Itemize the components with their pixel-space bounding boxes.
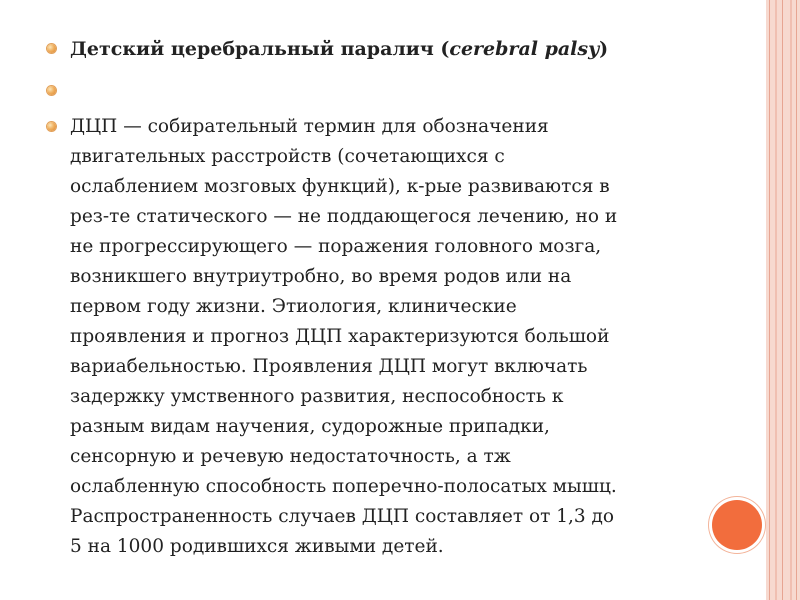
title-prefix: Детский церебральный паралич ( xyxy=(70,38,450,60)
border-line xyxy=(769,0,770,600)
border-line xyxy=(790,0,792,600)
orange-round-bullet-icon xyxy=(47,44,56,53)
border-line xyxy=(782,0,783,600)
body-paragraph: ДЦП — собирательный термин для обозначения двигательных расстройств (сочетающихся с ослаблением мозговых функций), к-рые развиваются в рез-те статического — не поддающегося лечению, но и не прогрессирующего — поражения головного мозга, возникшего внутриутробно, во время родов или на первом году жизни. Этиология, клинические проявления и прогноз ДЦП характеризуются большой вариабельностью. Проявления ДЦП могут включать задержку умственного развития, неспособность к разным видам научения, судорожные припадки, сенсорную и речевую недостаточность, а тж ослабленную способность поперечно-полосатых мышц. Распространенность случаев ДЦП составляет от 1,3 до 5 на 1000 родившихся живыми детей. xyxy=(70,116,618,557)
border-line xyxy=(775,0,777,600)
orange-round-bullet-icon xyxy=(47,122,56,131)
orange-circle-icon xyxy=(712,500,762,550)
title-suffix: ) xyxy=(599,38,609,60)
right-decorative-border xyxy=(766,0,800,600)
body-bullet xyxy=(44,112,744,562)
border-line xyxy=(796,0,797,600)
orange-round-bullet-icon xyxy=(47,86,56,95)
title-text xyxy=(70,38,608,60)
title-bullet xyxy=(44,34,744,64)
title-latin-term: cerebral palsy xyxy=(449,38,600,60)
empty-bullet xyxy=(44,76,744,106)
slide-content xyxy=(44,34,744,562)
